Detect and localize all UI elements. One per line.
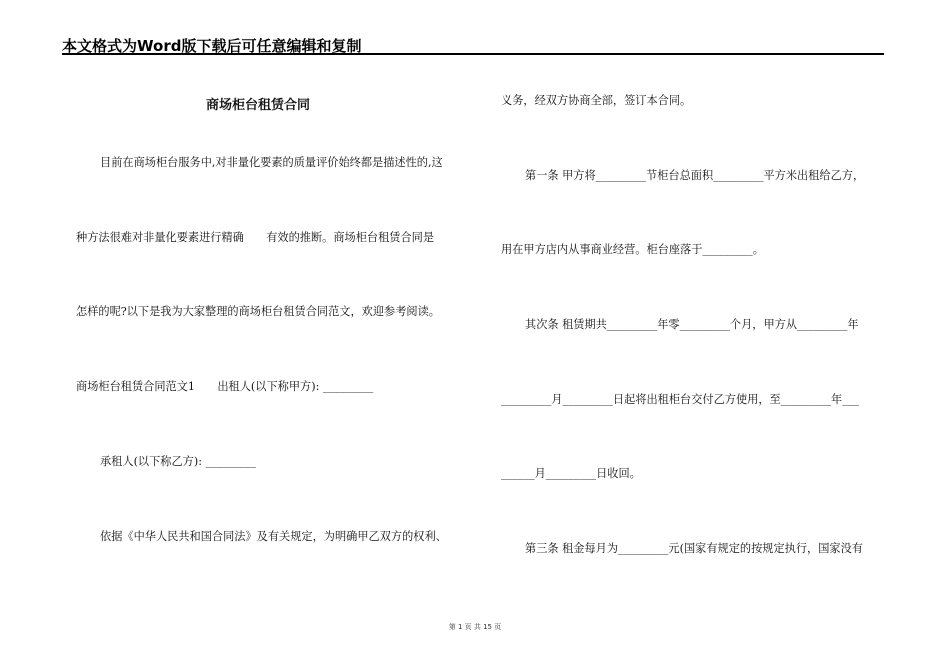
left-paragraph-line: 目前在商场柜台服务中,对非量化要素的质量评价始终都是描述性的,这 <box>100 156 443 169</box>
document-title: 商场柜台租赁合同 <box>206 98 311 113</box>
right-paragraph-line: 其次条 租赁期共_________年零_________个月，甲方从_________年 <box>525 318 859 331</box>
right-paragraph-line: 义务，经双方协商全部，签订本合同。 <box>501 94 692 107</box>
left-paragraph-line: 承租人(以下称乙方): _________ <box>100 455 256 468</box>
right-paragraph-line: ______月_________日收回。 <box>501 467 641 480</box>
right-paragraph-line: 第一条 甲方将_________节柜台总面积_________平方米出租给乙方， <box>525 169 865 182</box>
right-paragraph-line: 用在甲方店内从事商业经营。柜台座落于_________。 <box>501 243 764 256</box>
right-paragraph-line: _________月_________日起将出租柜台交付乙方使用，至_________年___ <box>501 393 860 406</box>
left-paragraph-line: 种方法很难对非量化要素进行精确 有效的推断。商场柜台租赁合同是 <box>76 231 435 244</box>
left-paragraph-line: 怎样的呢?以下是我为大家整理的商场柜台租赁合同范文，欢迎参考阅读。 <box>76 305 440 318</box>
document-header <box>62 33 884 55</box>
right-paragraph-line: 第三条 租金每月为_________元(国家有规定的按规定执行，国家没有 <box>525 542 863 555</box>
left-paragraph-line: 商场柜台租赁合同范文1 出租人(以下称甲方): _________ <box>76 380 374 393</box>
header-banner-text: 本文格式为Word版下载后可任意编辑和复制 <box>62 37 362 55</box>
page-number-footer: 第 1 页 共 15 页 <box>448 623 502 631</box>
left-paragraph-line: 依据《中华人民共和国合同法》及有关规定，为明确甲乙双方的权利、 <box>100 530 447 543</box>
